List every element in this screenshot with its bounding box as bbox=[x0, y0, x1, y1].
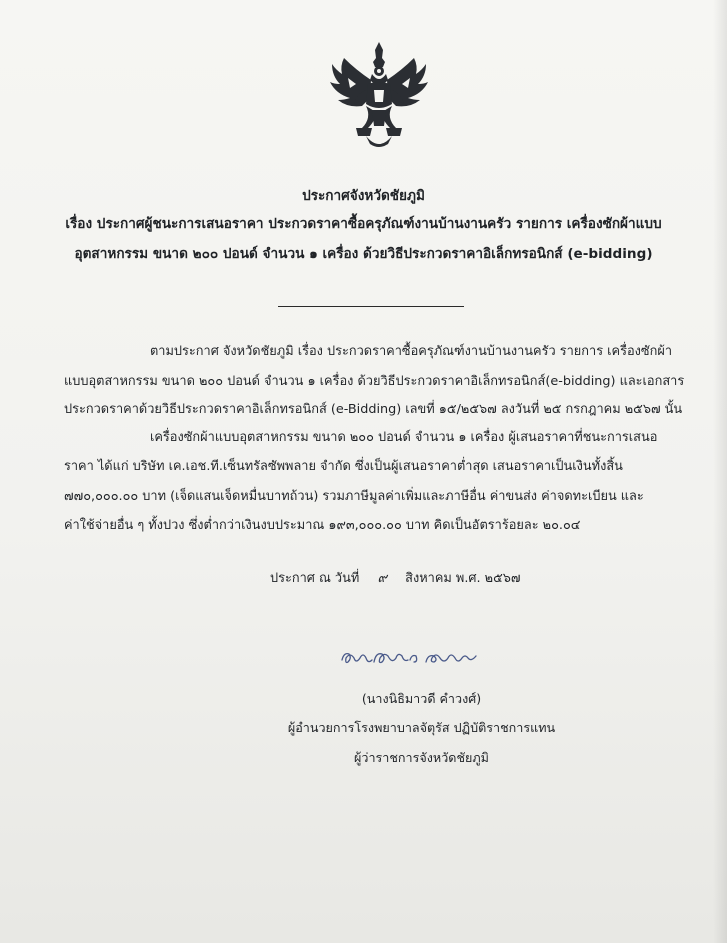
garuda-emblem-icon bbox=[326, 40, 432, 152]
body-line-5: ราคา ได้แก่ บริษัท เค.เอช.ที.เซ็นทรัลซัพพลาย จำกัด ซึ่งเป็นผู้เสนอราคาต่ำสุด เสนอราคาเป็นเงินทั้งสิ้น bbox=[64, 459, 623, 474]
announcement-day: ๙ bbox=[377, 571, 387, 586]
body-line-2: แบบอุตสาหกรรม ขนาด ๒๐๐ ปอนด์ จำนวน ๑ เครื่อง ด้วยวิธีประกวดราคาอิเล็กทรอนิกส์(e-bidding) และเอกสาร bbox=[64, 374, 685, 389]
body-line-6: ๗๗๐,๐๐๐.๐๐ บาท (เจ็ดแสนเจ็ดหมื่นบาทถ้วน) รวมภาษีมูลค่าเพิ่มและภาษีอื่น ค่าขนส่ง ค่าจดทะเบียน และ bbox=[64, 489, 644, 504]
body-line-7: ค่าใช้จ่ายอื่น ๆ ทั้งปวง ซึ่งต่ำกว่าเงินงบประมาณ ๑๙๓,๐๐๐.๐๐ บาท คิดเป็นอัตราร้อยละ ๒๐.๐๔ bbox=[64, 518, 581, 533]
header-divider bbox=[278, 306, 464, 307]
signatory-name: (นางนิธิมาวดี คำวงศ์) bbox=[361, 691, 482, 706]
signatory-position-line-1: ผู้อำนวยการโรงพยาบาลจัตุรัส ปฏิบัติราชการแทน bbox=[287, 720, 556, 735]
handwritten-signature bbox=[338, 640, 488, 672]
announcement-prefix: ประกาศ ณ วันที่ bbox=[270, 571, 360, 586]
signatory-position-line-2: ผู้ว่าราชการจังหวัดชัยภูมิ bbox=[354, 750, 489, 765]
document-subject-line-2: อุตสาหกรรม ขนาด ๒๐๐ ปอนด์ จำนวน ๑ เครื่อง ด้วยวิธีประกวดราคาอิเล็กทรอนิกส์ (e-bidding) bbox=[74, 246, 653, 262]
document-subject-line-1: เรื่อง ประกาศผู้ชนะการเสนอราคา ประกวดราคาซื้อครุภัณฑ์งานบ้านงานครัว รายการ เครื่องซักผ้าแบบ bbox=[65, 216, 662, 232]
body-line-3: ประกวดราคาด้วยวิธีประกวดราคาอิเล็กทรอนิกส์ (e-Bidding) เลขที่ ๑๕/๒๕๖๗ ลงวันที่ ๒๕ กรกฎาคม ๒๕๖๗ นั้น bbox=[64, 402, 683, 417]
announcement-month-year: สิงหาคม พ.ศ. ๒๕๖๗ bbox=[405, 571, 521, 586]
body-line-4: เครื่องซักผ้าแบบอุตสาหกรรม ขนาด ๒๐๐ ปอนด์ จำนวน ๑ เครื่อง ผู้เสนอราคาที่ชนะการเสนอ bbox=[150, 430, 658, 445]
announcement-date bbox=[270, 570, 521, 588]
page-edge-shadow bbox=[713, 0, 727, 943]
body-line-1: ตามประกาศ จังหวัดชัยภูมิ เรื่อง ประกวดราคาซื้อครุภัณฑ์งานบ้านงานครัว รายการ เครื่องซักผ้า bbox=[150, 344, 673, 359]
document-issuer-title: ประกาศจังหวัดชัยภูมิ bbox=[302, 188, 425, 204]
